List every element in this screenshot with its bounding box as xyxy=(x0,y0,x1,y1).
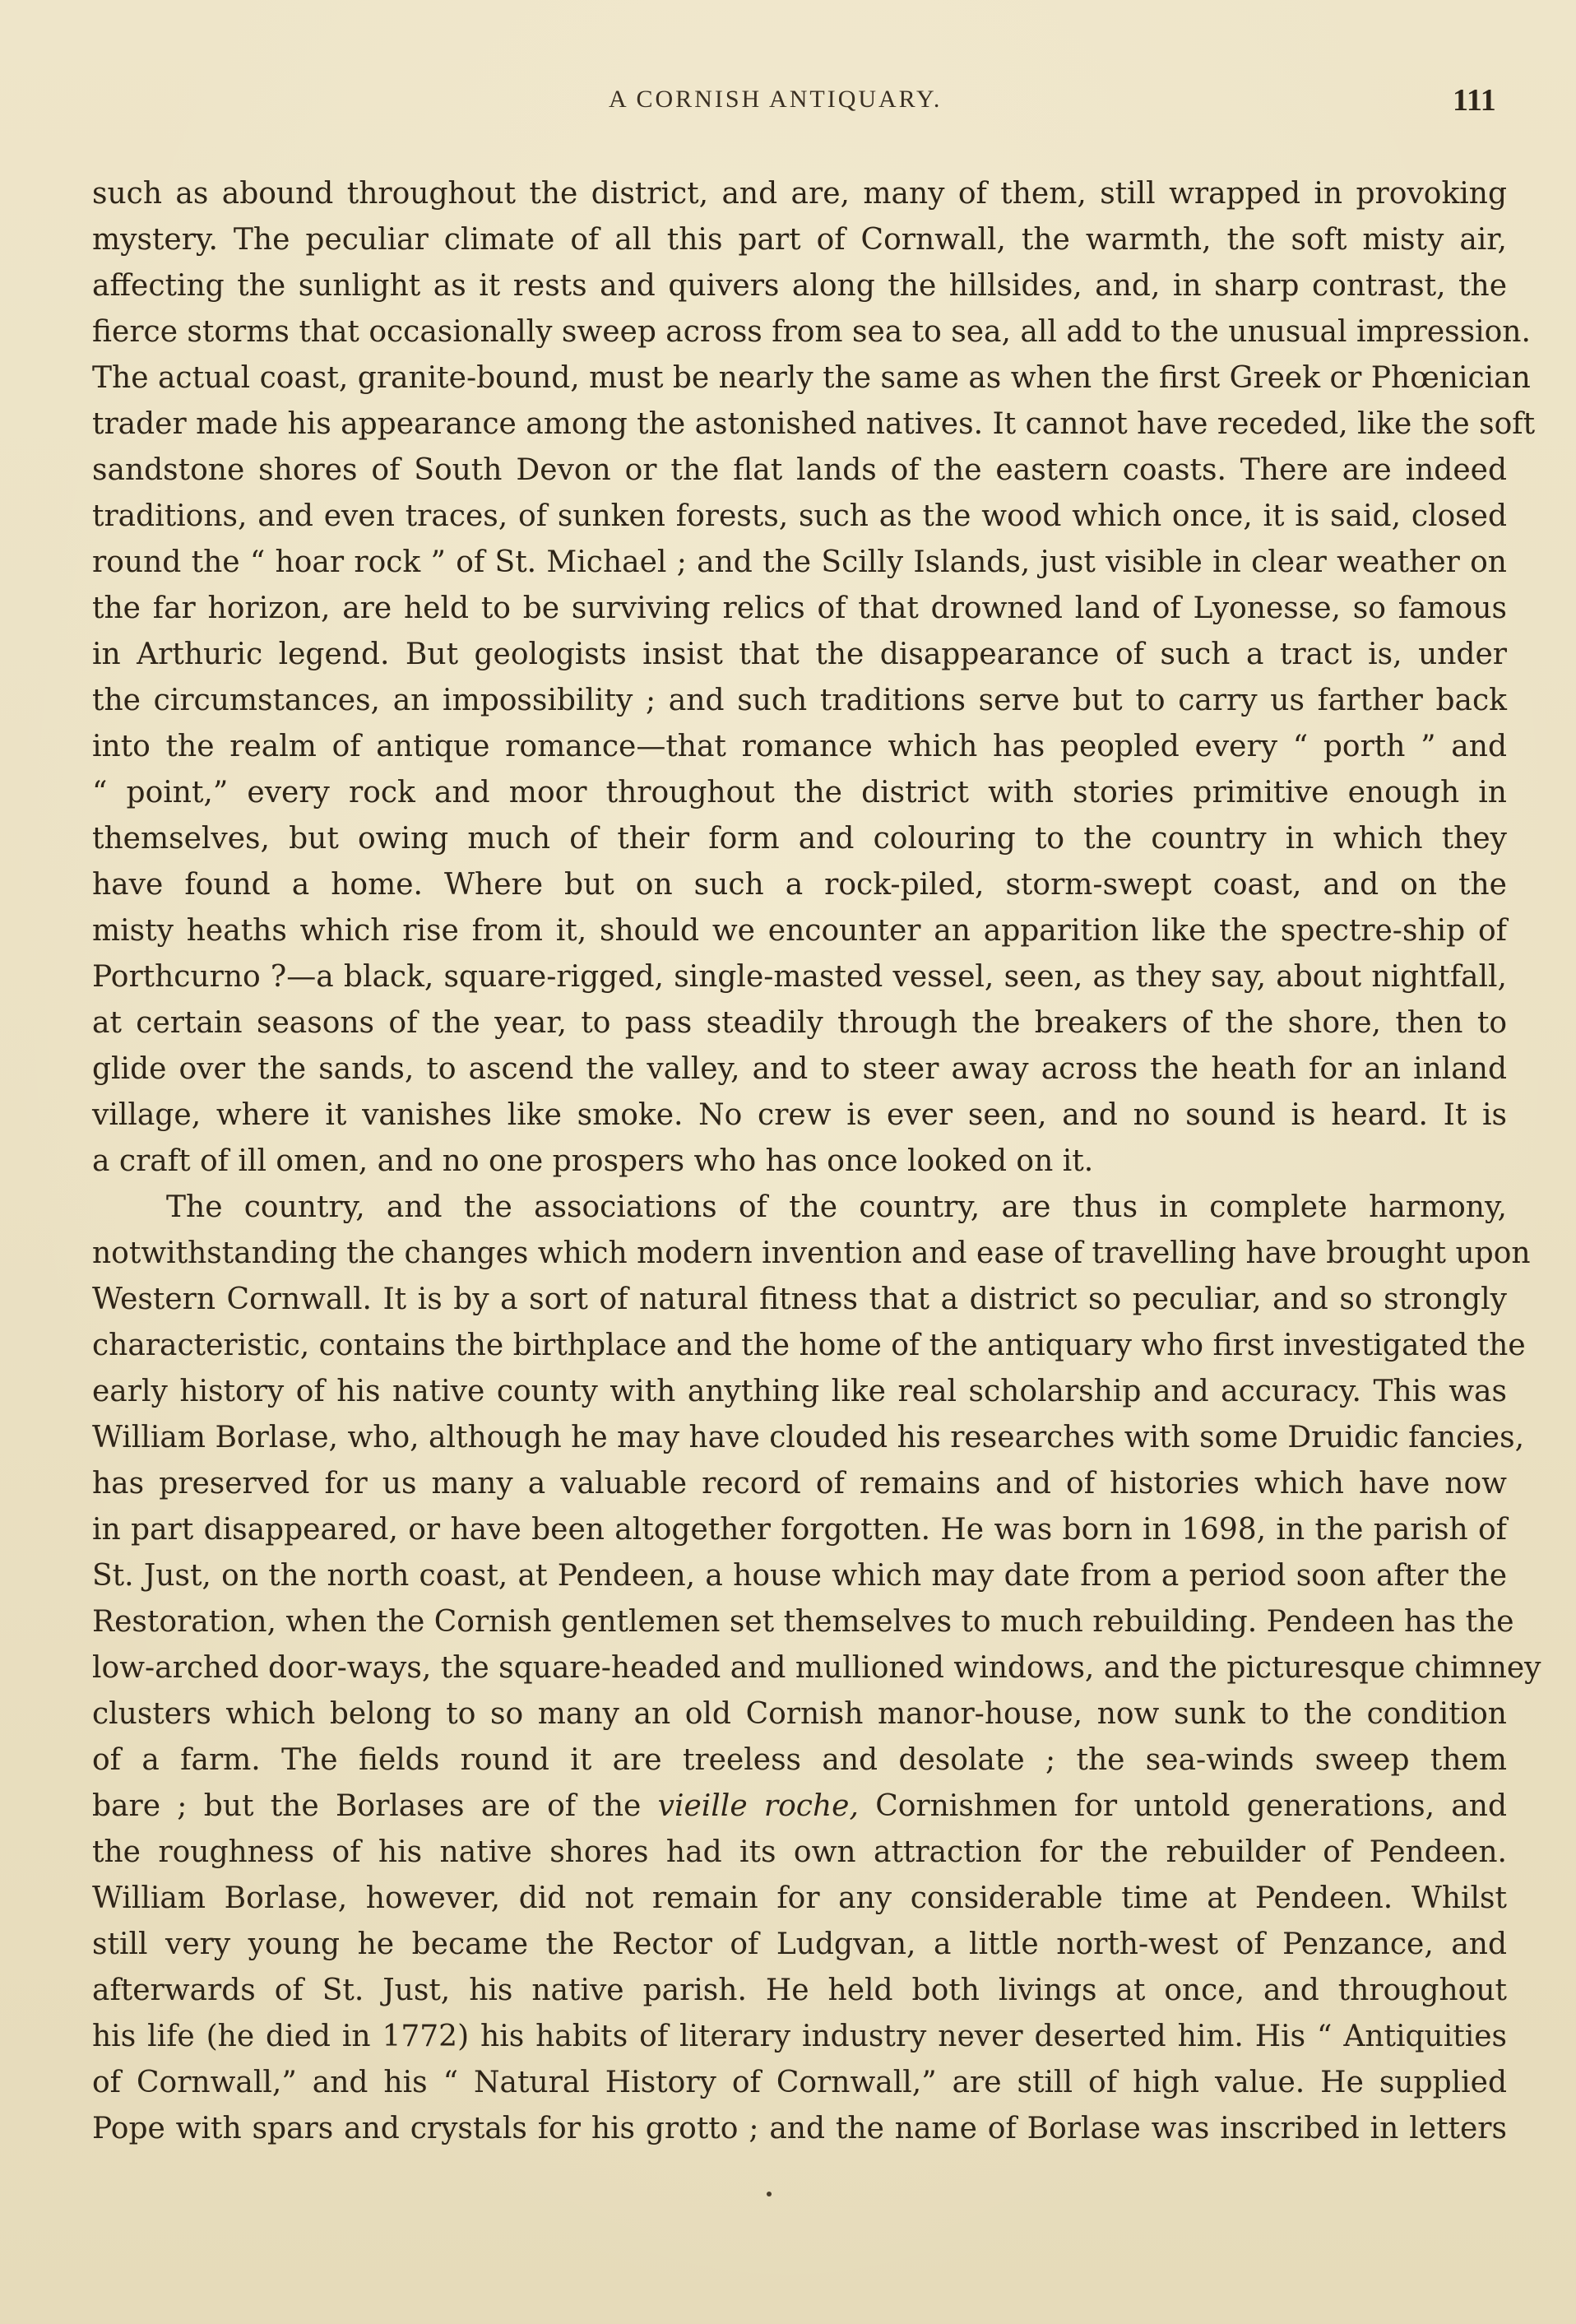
text-line: “ point,” every rock and moor throughout the district with stories primitive enough in xyxy=(92,776,1507,809)
text-line: of a farm. The fields round it are treeless and desolate ; the sea-winds sweep them xyxy=(92,1743,1507,1777)
text-line: glide over the sands, to ascend the valley, and to steer away across the heath for an inland xyxy=(92,1052,1507,1086)
text-line: Pope with spars and crystals for his grotto ; and the name of Borlase was inscribed in letters xyxy=(92,2112,1507,2145)
text-line: low-arched door-ways, the square-headed and mullioned windows, and the picturesque chimney xyxy=(92,1651,1541,1685)
text-line-with-italic xyxy=(92,1784,1507,1830)
text-line: his life (he died in 1772) his habits of literary industry never deserted him. His “ Antiquities xyxy=(92,2020,1507,2053)
text-line: still very young he became the Rector of Ludgvan, a little north-west of Penzance, and xyxy=(92,1927,1507,1961)
text-line: St. Just, on the north coast, at Pendeen, a house which may date from a period soon after the xyxy=(92,1559,1507,1593)
text-line: sandstone shores of South Devon or the flat lands of the eastern coasts. There are indeed xyxy=(92,453,1507,487)
text-line: of Cornwall,” and his “ Natural History of Cornwall,” are still of high value. He supplied xyxy=(92,2066,1507,2099)
paragraph-start-line: The country, and the associations of the country, are thus in complete harmony, xyxy=(166,1190,1507,1224)
text-line: have found a home. Where but on such a rock-piled, storm-swept coast, and on the xyxy=(92,868,1507,902)
text-line: the roughness of his native shores had its own attraction for the rebuilder of Pendeen. xyxy=(92,1835,1507,1869)
ink-speck xyxy=(767,2192,772,2196)
text-line: William Borlase, who, although he may have clouded his researches with some Druidic fancies, xyxy=(92,1421,1525,1454)
text-line: the far horizon, are held to be surviving relics of that drowned land of Lyonesse, so famous xyxy=(92,591,1507,625)
text-segment: Cornishmen for untold generations, and xyxy=(858,1789,1508,1823)
text-line: William Borlase, however, did not remain for any considerable time at Pendeen. Whilst xyxy=(92,1881,1507,1915)
text-line: fierce storms that occasionally sweep across from sea to sea, all add to the unusual impression. xyxy=(92,315,1531,349)
text-line: such as abound throughout the district, and are, many of them, still wrapped in provoking xyxy=(92,177,1507,211)
text-line: affecting the sunlight as it rests and quivers along the hillsides, and, in sharp contrast, the xyxy=(92,269,1507,303)
paragraph-end-line: a craft of ill omen, and no one prospers who has once looked on it. xyxy=(92,1144,1094,1178)
text-line: themselves, but owing much of their form and colouring to the country in which they xyxy=(92,822,1507,856)
text-segment: bare ; but the Borlases are of the xyxy=(92,1789,658,1823)
text-line: misty heaths which rise from it, should we encounter an apparition like the spectre-ship of xyxy=(92,914,1507,948)
text-line: Restoration, when the Cornish gentlemen set themselves to much rebuilding. Pendeen has the xyxy=(92,1605,1514,1639)
text-line: trader made his appearance among the astonished natives. It cannot have receded, like the soft xyxy=(92,407,1536,441)
text-line: traditions, and even traces, of sunken forests, such as the wood which once, it is said, closed xyxy=(92,499,1507,533)
text-line: Porthcurno ?—a black, square-rigged, single-masted vessel, seen, as they say, about nightfall, xyxy=(92,960,1507,994)
italic-phrase: vieille roche, xyxy=(657,1789,859,1823)
text-line: in part disappeared, or have been altogether forgotten. He was born in 1698, in the parish of xyxy=(92,1513,1507,1547)
text-line: has preserved for us many a valuable record of remains and of histories which have now xyxy=(92,1467,1507,1501)
text-line: early history of his native county with anything like real scholarship and accuracy. This was xyxy=(92,1375,1507,1408)
text-line: into the realm of antique romance—that romance which has peopled every “ porth ” and xyxy=(92,730,1507,763)
text-line: mystery. The peculiar climate of all this part of Cornwall, the warmth, the soft misty air, xyxy=(92,223,1507,257)
text-line: in Arthuric legend. But geologists insist that the disappearance of such a tract is, under xyxy=(92,638,1507,671)
text-line: at certain seasons of the year, to pass steadily through the breakers of the shore, then to xyxy=(92,1006,1507,1040)
text-line: round the “ hoar rock ” of St. Michael ; and the Scilly Islands, just visible in clear weather on xyxy=(92,545,1507,579)
body-text xyxy=(92,171,1541,2152)
text-line: characteristic, contains the birthplace and the home of the antiquary who first investigated the xyxy=(92,1329,1526,1362)
text-line: Western Cornwall. It is by a sort of natural fitness that a district so peculiar, and so strongly xyxy=(92,1283,1507,1316)
text-line: the circumstances, an impossibility ; and such traditions serve but to carry us farther back xyxy=(92,684,1507,717)
running-title: A CORNISH ANTIQUARY. xyxy=(609,86,943,113)
text-line: village, where it vanishes like smoke. No crew is ever seen, and no sound is heard. It is xyxy=(92,1098,1507,1132)
text-line: notwithstanding the changes which modern invention and ease of travelling have brought upon xyxy=(92,1236,1531,1270)
text-line: afterwards of St. Just, his native parish. He held both livings at once, and throughout xyxy=(92,1974,1507,2007)
text-line: clusters which belong to so many an old Cornish manor-house, now sunk to the condition xyxy=(92,1697,1507,1731)
text-line: The actual coast, granite-bound, must be nearly the same as when the first Greek or Phœnician xyxy=(92,361,1531,395)
page-number: 111 xyxy=(1453,83,1496,118)
